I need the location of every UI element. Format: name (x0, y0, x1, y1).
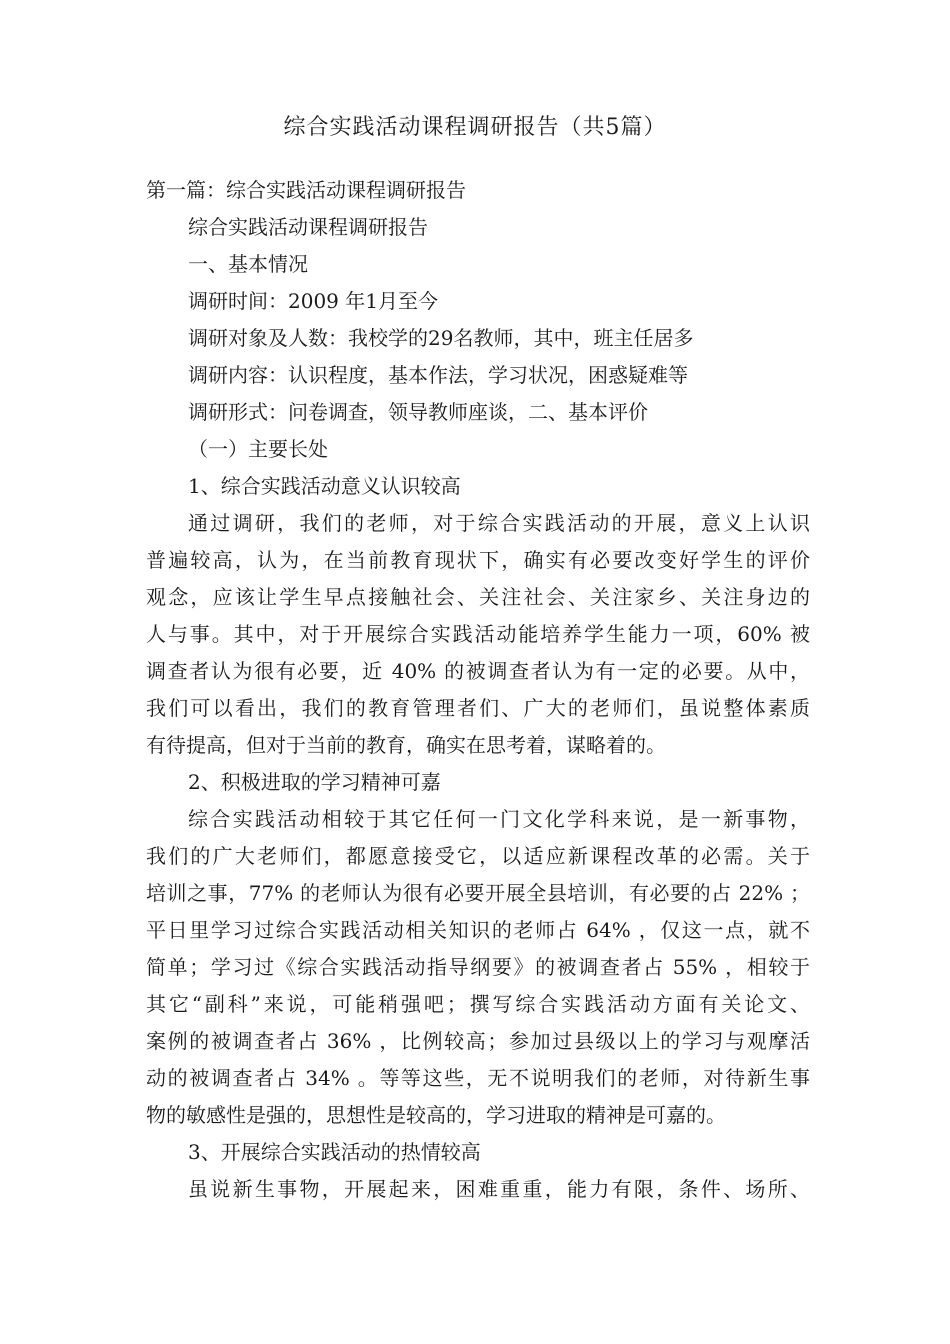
paragraph-line: 有待提高，但对于当前的教育，确实在思考着，谋略着的。 (146, 733, 666, 757)
paragraph-line: 简单；学习过《综合实践活动指导纲要》的被调查者占 55% ，相较于 (146, 955, 810, 979)
section-heading-basic-info: 一、基本情况 (188, 252, 308, 276)
paragraph-line: 观念，应该让学生早点接触社会、关注社会、关注家乡、关注身边的 (146, 585, 810, 609)
survey-subjects: 调研对象及人数：我校学的29名教师，其中，班主任居多 (188, 326, 694, 350)
chapter-heading: 第一篇：综合实践活动课程调研报告 (146, 178, 466, 202)
paragraph-line: 虽说新生事物，开展起来，困难重重，能力有限，条件、场所、 (188, 1177, 810, 1201)
paragraph-line: 培训之事，77% 的老师认为很有必要开展全县培训，有必要的占 22% ； (146, 881, 810, 905)
paragraph-line: 其它“副科”来说，可能稍强吧；撰写综合实践活动方面有关论文、 (146, 992, 810, 1016)
report-subtitle: 综合实践活动课程调研报告 (188, 215, 428, 239)
paragraph-line: 人与事。其中，对于开展综合实践活动能培养学生能力一项，60% 被 (146, 622, 810, 646)
paragraph-line: 我们可以看出，我们的教育管理者们、广大的老师们，虽说整体素质 (146, 696, 810, 720)
document-title: 综合实践活动课程调研报告（共5篇） (283, 115, 667, 140)
point-heading-1: 1、综合实践活动意义认识较高 (188, 474, 461, 498)
paragraph-line: 物的敏感性是强的，思想性是较高的，学习进取的精神是可嘉的。 (146, 1103, 726, 1127)
paragraph-line: 通过调研，我们的老师，对于综合实践活动的开展，意义上认识 (188, 511, 810, 535)
subsection-heading-strengths: （一）主要长处 (188, 437, 328, 461)
point-heading-2: 2、积极进取的学习精神可嘉 (188, 770, 441, 794)
paragraph-line: 我们的广大老师们，都愿意接受它，以适应新课程改革的必需。关于 (146, 844, 810, 868)
paragraph-line: 案例的被调查者占 36% ，比例较高；参加过县级以上的学习与观摩活 (146, 1029, 810, 1053)
paragraph-line: 调查者认为很有必要，近 40% 的被调查者认为有一定的必要。从中， (146, 659, 810, 683)
point-heading-3: 3、开展综合实践活动的热情较高 (188, 1140, 481, 1164)
survey-time: 调研时间：2009 年1月至今 (188, 289, 438, 313)
survey-form: 调研形式：问卷调查，领导教师座谈，二、基本评价 (188, 400, 648, 424)
paragraph-line: 综合实践活动相较于其它任何一门文化学科来说，是一新事物， (188, 807, 810, 831)
paragraph-line: 动的被调查者占 34% 。等等这些，无不说明我们的老师，对待新生事 (146, 1066, 810, 1090)
survey-content: 调研内容：认识程度，基本作法，学习状况，困惑疑难等 (188, 363, 688, 387)
paragraph-line: 平日里学习过综合实践活动相关知识的老师占 64% ，仅这一点，就不 (146, 918, 810, 942)
document-body (146, 172, 810, 1208)
paragraph-line: 普遍较高，认为，在当前教育现状下，确实有必要改变好学生的评价 (146, 548, 810, 572)
